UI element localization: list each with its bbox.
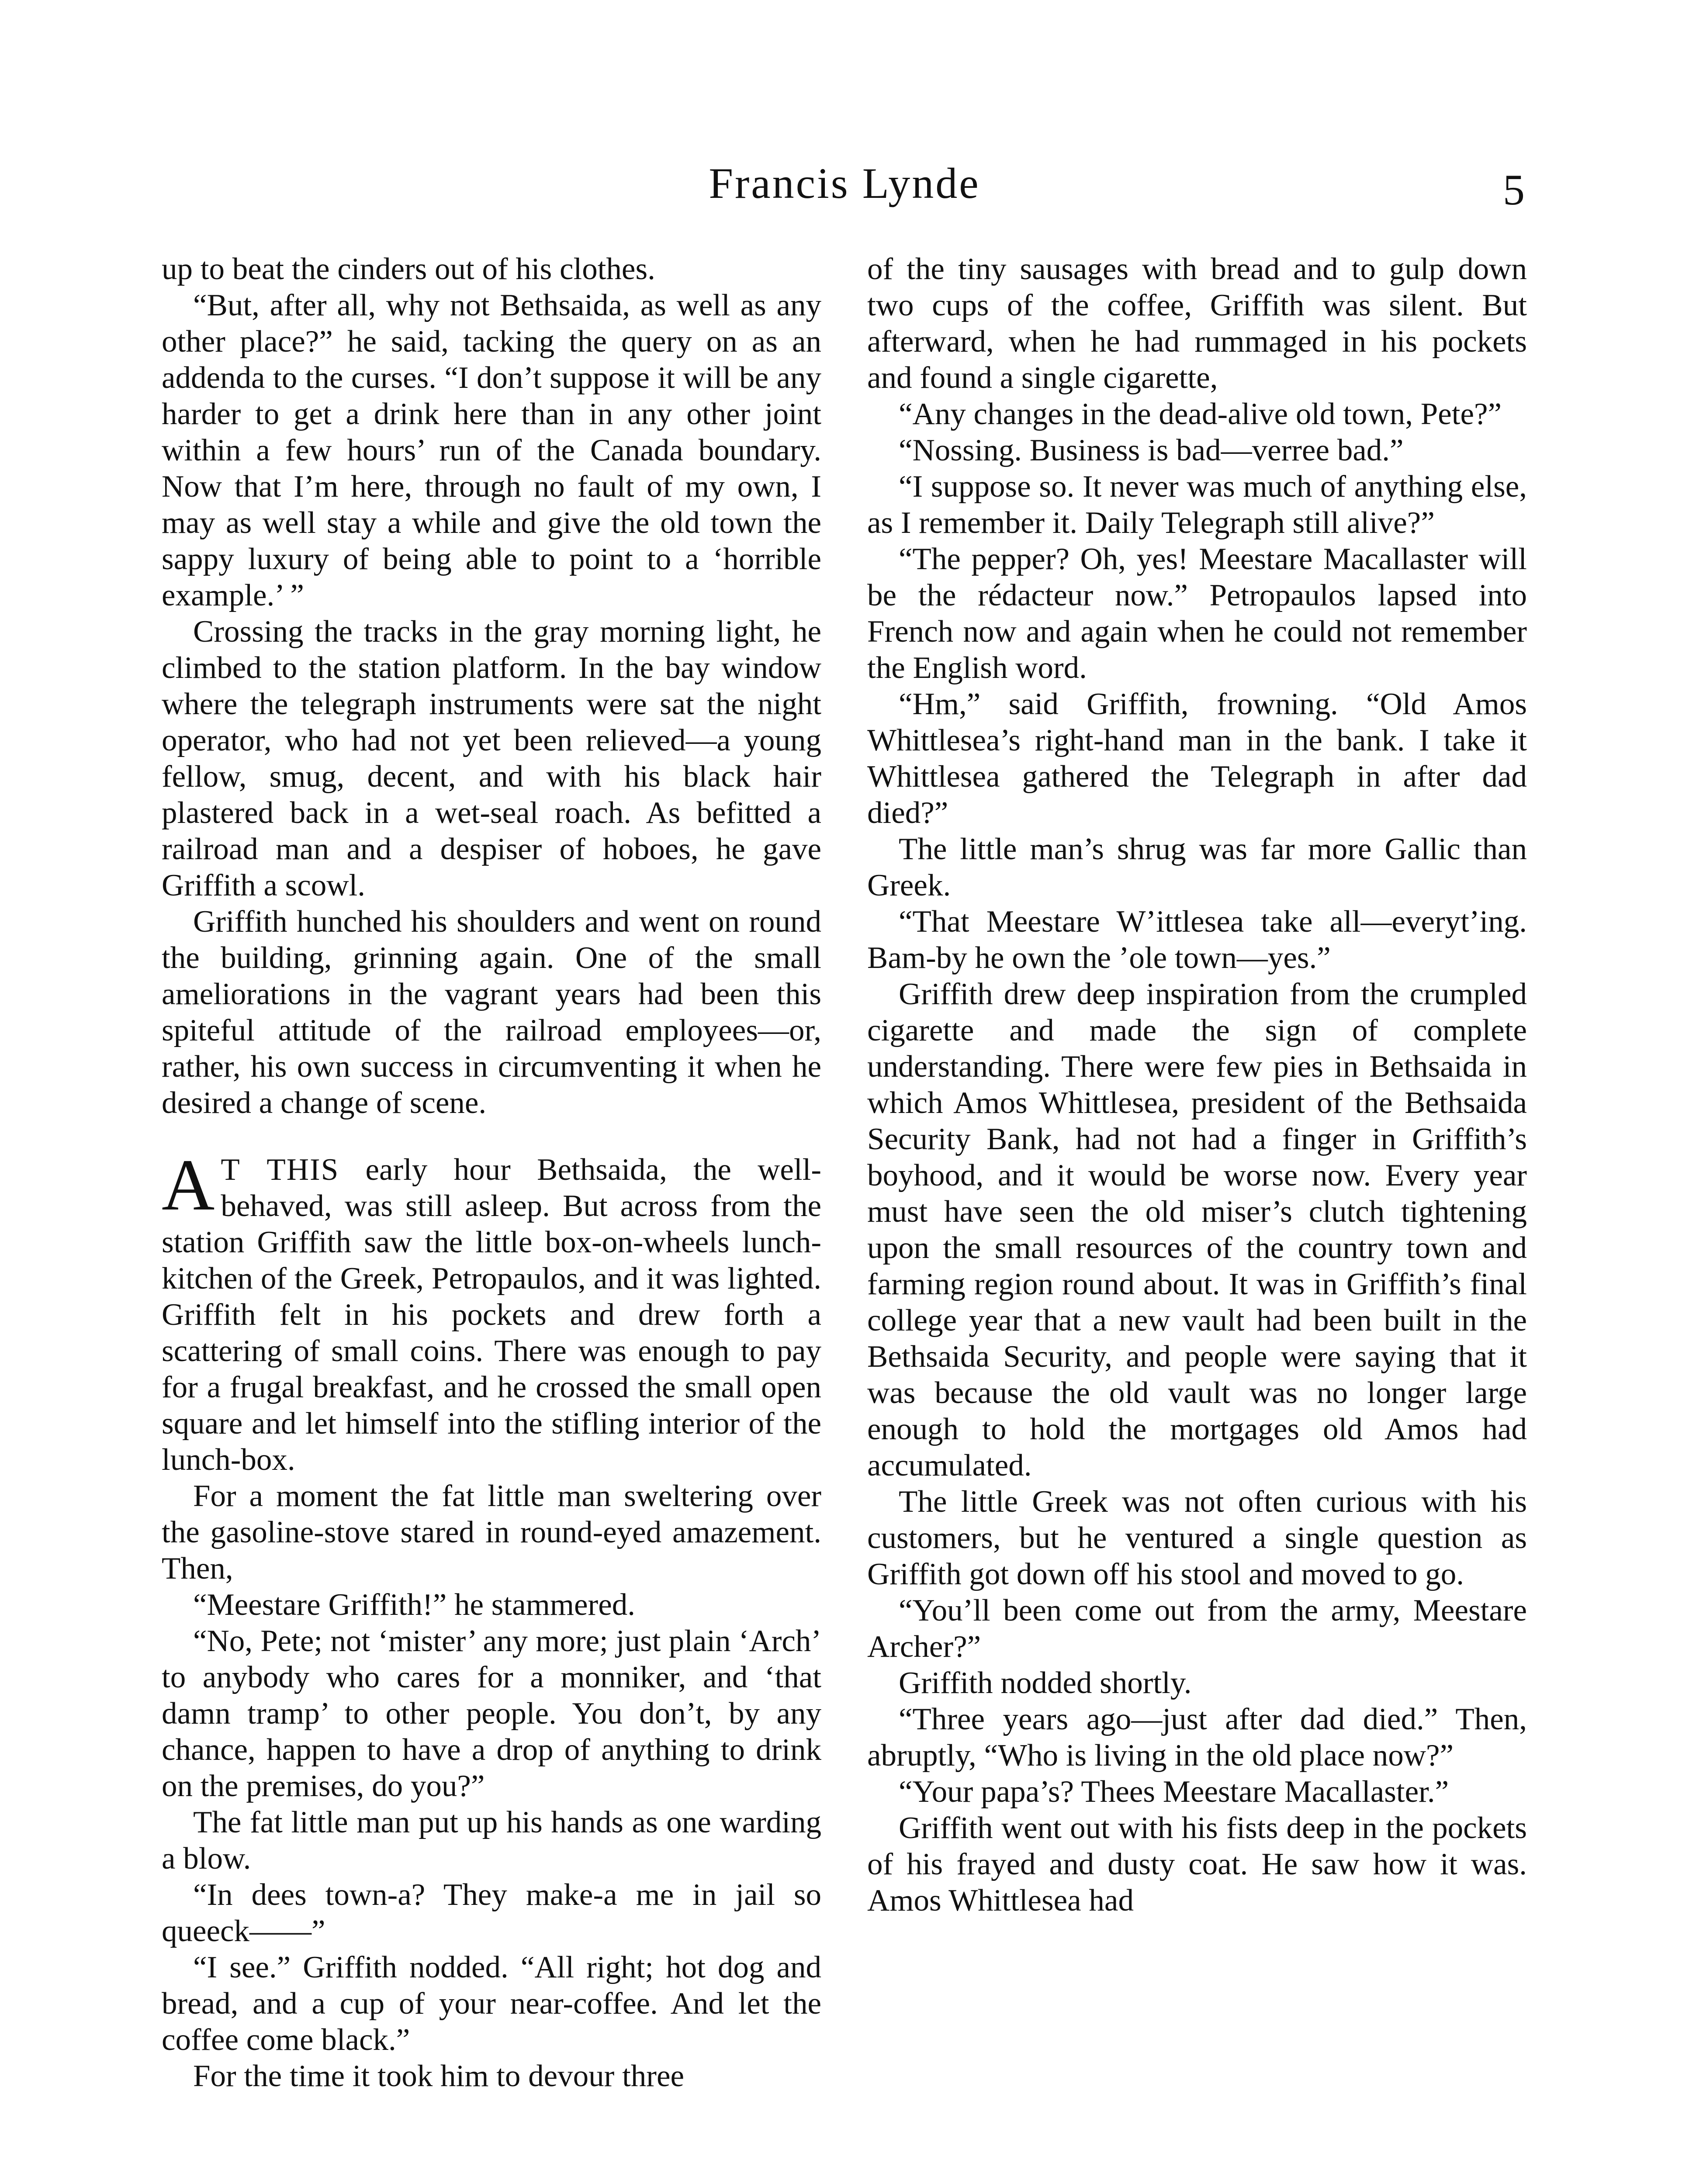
paragraph-continuation: behaved, was still asleep. But across from the station Griffith saw the little box-on-wheels lunch-kitchen of the Greek, Petropaulos, and it was lighted. Griffith felt in his pockets and drew forth a scattering of small coins. There was enough to pay for a frugal breakfast, and he crossed the small open square and let himself into the stifling interior of the lunch-box. [162,1189,821,1477]
paragraph: “Three years ago—just after dad died.” Then, abruptly, “Who is living in the old place now?” [867,1702,1527,1773]
small-caps-lead: T THIS [221,1153,339,1187]
paragraph: up to beat the cinders out of his clothes. [162,252,655,286]
paragraph: For the time it took him to devour three [193,2059,684,2093]
paragraph: The little Greek was not often curious with his customers, but he ventured a single question as Griffith got down off his stool and moved to go. [867,1485,1527,1591]
paragraph: Griffith hunched his shoulders and went on round the building, grinning again. One of the small ameliorations in the vagrant years had been this spiteful attitude of the railroad employees—or, rather, his own success in circumventing it when he desired a change of scene. [162,905,821,1120]
paragraph: “The pepper? Oh, yes! Meestare Macallaster will be the rédacteur now.” Petropaulos lapsed into French now and again when he could not remember the English word. [867,542,1527,685]
paragraph: “I see.” Griffith nodded. “All right; hot dog and bread, and a cup of your near-coffee. And let the coffee come black.” [162,1950,821,2057]
paragraph: For a moment the fat little man sweltering over the gasoline-stove stared in round-eyed amazement. Then, [162,1479,821,1586]
paragraph: “Any changes in the dead-alive old town, Pete?” [899,397,1502,431]
running-header-author: Francis Lynde [709,159,980,207]
section-opening-paragraph [162,1144,822,1478]
paragraph: Griffith drew deep inspiration from the crumpled cigarette and made the sign of complete understanding. There were few pies in Bethsaida in which Amos Whittlesea, president of the Bethsaida Security Bank, had not had a finger in Griffith’s boyhood, and it would be worse now. Every year must have seen the old miser’s clutch tightening upon the small resources of the country town and farming region round about. It was in Griffith’s final college year that a new vault had been built in the Bethsaida Security, and people were saying that it was because the old vault was no longer large enough to hold the mortgages old Amos had accumulated. [867,977,1527,1482]
paragraph: Crossing the tracks in the gray morning light, he climbed to the station platform. In the bay window where the telegraph instruments were sat the night operator, who had not yet been relieved—a young fellow, smug, decent, and with his black hair plastered back in a wet-seal roach. As befitted a railroad man and a despiser of hoboes, he gave Griffith a scowl. [162,615,821,902]
drop-cap: A [162,1144,215,1226]
page-number: 5 [1503,166,1525,214]
paragraph: “You’ll been come out from the army, Meestare Archer?” [867,1593,1527,1664]
paragraph: of the tiny sausages with bread and to gulp down two cups of the coffee, Griffith was silent. But afterward, when he had rummaged in his pockets and found a single cigarette, [867,252,1527,395]
paragraph: “I suppose so. It never was much of anything else, as I remember it. Daily Telegraph still alive?” [867,470,1527,540]
paragraph: “In dees town-a? They make-a me in jail so queeck——” [162,1878,821,1948]
paragraph: The fat little man put up his hands as one warding a blow. [162,1805,821,1876]
paragraph: “Hm,” said Griffith, frowning. “Old Amos Whittlesea’s right-hand man in the bank. I take it Whittlesea gathered the Telegraph in after dad died?” [867,687,1527,830]
paragraph: “Meestare Griffith!” he stammered. [193,1588,635,1622]
paragraph: “But, after all, why not Bethsaida, as well as any other place?” he said, tacking the query on as an addenda to the curses. “I don’t suppose it will be any harder to get a drink here than in any other joint within a few hours’ run of the Canada boundary. Now that I’m here, through no fault of my own, I may as well stay a while and give the old town the sappy luxury of being able to point to a ‘horrible example.’ ” [162,288,821,612]
left-text-column [162,251,821,2094]
paragraph: The little man’s shrug was far more Gallic than Greek. [867,832,1527,902]
lead-text: early hour Bethsaida, the well- [339,1153,822,1187]
paragraph: Griffith nodded shortly. [899,1666,1192,1700]
paragraph: “Nossing. Business is bad—verree bad.” [899,433,1404,467]
paragraph: “No, Pete; not ‘mister’ any more; just plain ‘Arch’ to anybody who cares for a monniker, and ‘that damn tramp’ to other people. You don’t, by any chance, happen to have a drop of anything to drink on the premises, do you?” [162,1624,821,1803]
paragraph: “That Meestare W’ittlesea take all—everyt’ing. Bam-by he own the ’ole town—yes.” [867,905,1527,975]
paragraph: Griffith went out with his fists deep in the pockets of his frayed and dusty coat. He saw how it was. Amos Whittlesea had [867,1811,1527,1918]
right-text-column [867,251,1527,1919]
paragraph: “Your papa’s? Thees Meestare Macallaster.” [899,1775,1449,1809]
